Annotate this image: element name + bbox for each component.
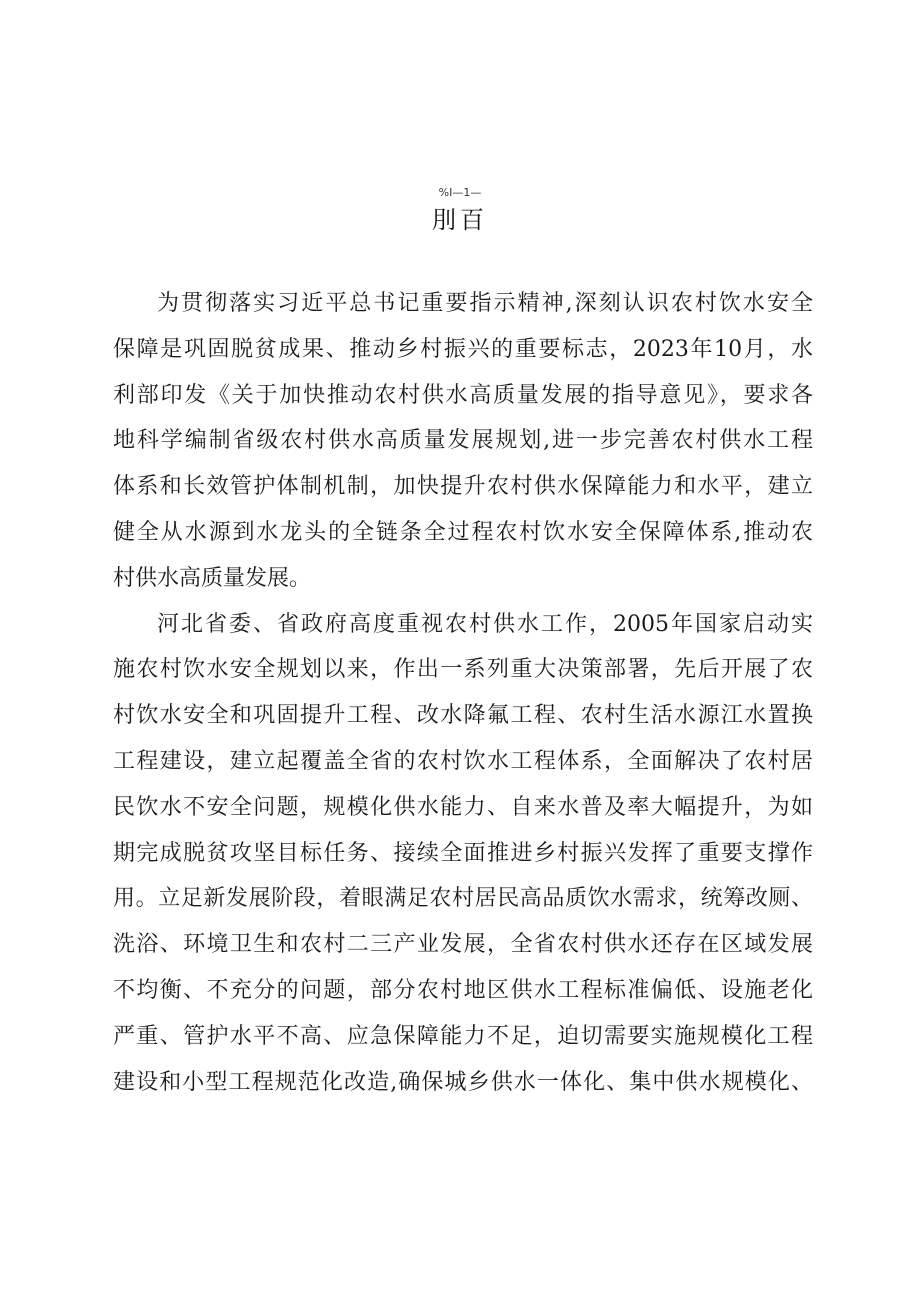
page-title: 刖百 (432, 206, 488, 234)
text-line: 建设和小型工程规范化改造,确保城乡供水一体化、集中供水规模化、 (113, 1069, 813, 1095)
text-line: 为贯彻落实习近平总书记重要指示精神,深刻认识农村饮水安全 (157, 291, 813, 316)
text-line: 河北省委、省政府高度重视农村供水工作，2005年国家启动实 (157, 611, 813, 637)
text-line: 村供水高质量发展。 (113, 565, 312, 591)
page-mark: %I—1— (438, 186, 482, 199)
text-line: 洗浴、环境卫生和农村二三产业发展，全省农村供水还存在区域发展 (113, 932, 813, 958)
text-line: 地科学编制省级农村供水高质量发展规划,进一步完善农村供水工程 (113, 428, 813, 454)
text-line: 施农村饮水安全规划以来，作出一系列重大决策部署，先后开展了农 (113, 657, 813, 683)
text-line: 利部印发《关于加快推动农村供水高质量发展的指导意见》，要求各 (113, 382, 813, 408)
text-line: 体系和长效管护体制机制，加快提升农村供水保障能力和水平，建立 (113, 474, 813, 500)
text-line: 工程建设，建立起覆盖全省的农村饮水工程体系，全面解决了农村居 (113, 748, 813, 774)
text-line: 民饮水不安全问题，规模化供水能力、自来水普及率大幅提升，为如 (113, 794, 813, 820)
paragraph (113, 602, 813, 1106)
document-body (113, 281, 813, 1105)
paragraph (113, 281, 813, 602)
text-line: 村饮水安全和巩固提升工程、改水降氟工程、农村生活水源江水置换 (113, 703, 813, 729)
text-line: 严重、管护水平不高、应急保障能力不足，迫切需要实施规模化工程 (113, 1023, 813, 1049)
text-line: 健全从水源到水龙头的全链条全过程农村饮水安全保障体系,推动农 (113, 519, 813, 545)
text-line: 不均衡、不充分的问题，部分农村地区供水工程标准偏低、设施老化 (113, 977, 813, 1003)
text-line: 期完成脱贫攻坚目标任务、接续全面推进乡村振兴发挥了重要支撑作 (113, 840, 813, 866)
text-line: 用。立足新发展阶段，着眼满足农村居民高品质饮水需求，统筹改厕、 (113, 886, 813, 912)
text-line: 保障是巩固脱贫成果、推动乡村振兴的重要标志，2023年10月，水 (113, 336, 813, 362)
